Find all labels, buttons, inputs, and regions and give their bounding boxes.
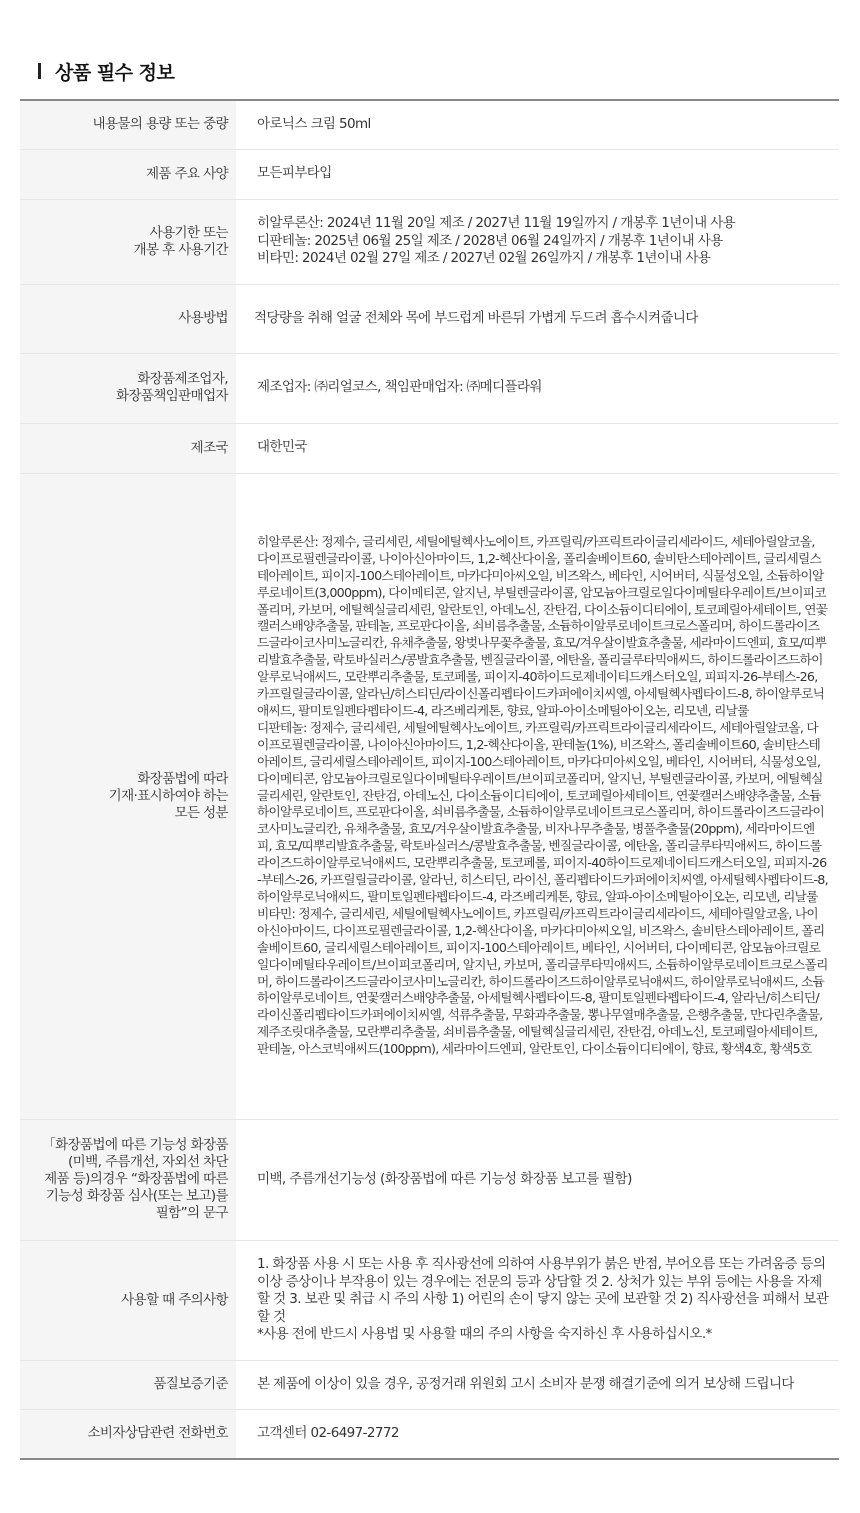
value-expiry — [236, 199, 839, 284]
row-expiry — [20, 199, 839, 284]
value-caution — [236, 1240, 839, 1360]
label-manufacturer — [20, 353, 236, 423]
label-expiry — [20, 199, 236, 284]
value-line: 고객센터 02-6497-2772 — [257, 1425, 399, 1441]
value-manufacturer — [236, 353, 839, 423]
row-spec — [20, 149, 839, 199]
label-functional — [20, 1119, 236, 1240]
row-quality — [20, 1360, 839, 1409]
value-ingredients — [236, 473, 839, 1119]
value-phone — [236, 1409, 839, 1459]
value-line: *사용 전에 반드시 사용법 및 사용할 때의 주의 사항을 숙지하신 후 사용하십시오.* — [257, 1326, 712, 1343]
value-line: 모든피부타입 — [257, 165, 332, 182]
label-line: 화장품법에 따라 기재·표시하여야 하는 모든 성분 — [108, 770, 228, 821]
value-line: 적당량을 취해 얼굴 전체와 목에 부드럽게 바른뒤 가볍게 두드려 흡수시켜줍니다 — [254, 309, 698, 326]
value-functional — [236, 1119, 839, 1240]
value-line: 아로닉스 크림 50ml — [257, 116, 371, 132]
row-ingredients — [20, 473, 839, 1119]
ingredients-hyaluronic: 히알루론산: 정제수, 글리세린, 세틸에틸헥사노에이트, 카프릴릭/카프릭트라이글리세라이드, 세테아릴알코올, 다이프로필렌글라이콜, 나이아신아마이드, 1,2-헥산다이올, 폴리솔베이트60, 솔비탄스테아레이트, 글리세릴스테아레이트, 피이지-100스테아레이트, 마카다미아씨오일, 비즈왁스, 베타인, 시어버터, 식물성오일, 소듐하이알루로네이트(3,000ppm), 다이메티콘, 알지닌, 부틸렌글라이콜, 암모늄아크릴로일다이메틸타우레이트/브이피코폴리머, 카보머, 에틸헥실글리세린, 알란토인, 아데노신, 잔탄검, 다이소듐이디티에이, 토코페릴아세테이트, 연꽃캘러스배양추출물, 판테놀, 프로판다이올, 쇠비름추출물, 소듐하이알루로네이트크로스폴리머, 하이드롤라이즈드글라이코사미노글리칸, 유채추출물, 왕벚나무꽃추출물, 효모/겨우살이발효추출물, 세라마이드엔피, 효모/띠뿌리발효추출물, 락토바실러스/콩발효추출물, 벤질글라이콜, 에탄올, 폴리글루타믹애씨드, 하이드롤라이즈드하이알루로닉애씨드, 모란뿌리추출물, 토코페롤, 피이지-40하이드로제네이티드캐스터오일, 피피지-26-부테스-26, 카프릴릴글라이콜, 알라닌/히스티딘/라이신폴리펩타이드카퍼에이치씨엘, 아세틸헥사펩타이드-8, 하이알루로닉애씨드, 팔미토일펜타펩타이드-4, 라즈베리케톤, 향료, 알파-아이소메틸아이오논, 리모넨, 리날룰 — [257, 533, 828, 719]
value-line: 디판테놀: 2025년 06월 25일 제조 / 2028년 06월 24일까지 / 개봉후 1년이내 사용 — [257, 232, 723, 249]
value-line: 대한민국 — [257, 439, 307, 456]
value-country — [236, 423, 839, 473]
row-manufacturer — [20, 353, 839, 423]
label-quality: 품질보증기준 — [20, 1360, 236, 1409]
value-line: 비타민: 2024년 02월 27일 제조 / 2027년 02월 26일까지 / 개봉후 1년이내 사용 — [257, 250, 711, 267]
label-ingredients — [20, 473, 236, 1119]
value-quality — [236, 1360, 839, 1409]
label-volume: 내용물의 용량 또는 중량 — [20, 100, 236, 149]
product-info-table — [20, 99, 839, 1460]
row-caution — [20, 1240, 839, 1360]
label-line: 「화장품법에 따른 기능성 화장품 (미백, 주름개선, 자외선 차단 제품 등)의경우 “화장품법에 따른 기능성 화장품 심사(또는 보고)를 필함”의 문구 — [42, 1137, 228, 1221]
title-marker-bar — [38, 63, 41, 79]
value-usage — [236, 284, 839, 353]
row-volume — [20, 100, 839, 149]
label-caution: 사용할 때 주의사항 — [20, 1240, 236, 1360]
row-country — [20, 423, 839, 473]
row-phone — [20, 1409, 839, 1459]
label-country: 제조국 — [20, 423, 236, 473]
value-line: 제조업자: ㈜리얼코스, 책임판매업자: ㈜메디플라워 — [257, 379, 542, 396]
value-line: 히알루론산: 2024년 11월 20일 제조 / 2027년 11월 19일까지 / 개봉후 1년이내 사용 — [257, 215, 736, 232]
ingredients-vitamin: 비타민: 정제수, 글리세린, 세틸에틸헥사노에이트, 카프릴릭/카프릭트라이글리세라이드, 세테아릴알코올, 나이아신아마이드, 다이프로필렌글라이콜, 1,2-헥산다이올, 마카다미아씨오일, 비즈왁스, 솔비탄스테아레이트, 폴리솔베이트60, 글리세릴스테아레이트, 피이지-100스테아레이트, 베타인, 시어버터, 다이메티콘, 암모늄아크릴로일다이메틸타우레이트/브이피코폴리머, 알지닌, 카보머, 폴리글루타믹애씨드, 소듐하이알루로네이트크로스폴리머, 하이드롤라이즈드글라이코사미노글리칸, 하이드롤라이즈드하이알루로닉애씨드, 하이알루로닉애씨드, 소듐하이알루로네이트, 연꽃캘러스배양추출물, 아세틸헥사펩타이드-8, 팔미토일펜타펩타이드-4, 알라닌/히스티딘/라이신폴리펩타이드카퍼에이치씨엘, 석류추출물, 무화과추출물, 뽕나무열매추출물, 은행추출물, 만다린추출물, 제주조릿대추출물, 모란뿌리추출물, 쇠비름추출물, 에틸헥실글리세린, 잔탄검, 아데노신, 토코페릴아세테이트, 판테놀, 아스코빅애씨드(100ppm), 세라마이드엔피, 알란토인, 다이소듐이디티에이, 향료, 황색4호, 황색5호 — [257, 905, 828, 1057]
value-line: 1. 화장품 사용 시 또는 사용 후 직사광선에 의하여 사용부위가 붉은 반점, 부어오름 또는 가려움증 등의 이상 증상이나 부작용이 있는 경우에는 전문의 등과 상담할 것 2. 상처가 있는 부위 등에는 사용을 자제할 것 3. 보관 및 취급 시 주의 사항 1) 어린의 손이 닿지 않는 곳에 보관할 것 2) 직사광선을 피해서 보관할 것 — [257, 1256, 829, 1325]
value-volume — [236, 100, 839, 149]
label-line: 화장품제조업자, 화장품책임판매업자 — [116, 371, 228, 404]
value-line: 본 제품에 이상이 있을 경우, 공정거래 위원회 고시 소비자 분쟁 해결기준에 의거 보상해 드립니다 — [257, 1375, 794, 1392]
ingredients-dexpanthenol: 디판테놀: 정제수, 글리세린, 세틸에틸헥사노에이트, 카프릴릭/카프릭트라이글리세라이드, 세테아릴알코올, 다이프로필렌글라이콜, 나이아신아마이드, 1,2-헥산다이올, 판테놀(1%), 비즈왁스, 폴리솔베이트60, 솔비탄스테아레이트, 글리세릴스테아레이트, 피이지-100스테아레이트, 마카다미아씨오일, 베타인, 시어버터, 식물성오일, 다이메티콘, 암모늄아크릴로일다이메틸타우레이트/브이피코폴리머, 알지닌, 부틸렌글라이콜, 카보머, 에틸헥실글리세린, 알란토인, 잔탄검, 아데노신, 다이소듐이디티에이, 토코페릴아세테이트, 연꽃캘러스배양추출물, 소듐하이알루로네이트, 프로판다이올, 쇠비름추출물, 소듐하이알루로네이트크로스폴리머, 하이드롤라이즈드글라이코사미노글리칸, 유채추출물, 효모/겨우살이발효추출물, 비자나무추출물, 병풀추출물(20ppm), 세라마이드엔피, 효모/띠뿌리발효추출물, 락토바실러스/콩발효추출물, 벤질글라이콜, 에탄올, 폴리글루타믹애씨드, 하이드롤라이즈드하이알루로닉애씨드, 모란뿌리추출물, 토코페롤, 피이지-40하이드로제네이티드캐스터오일, 피피지-26-부테스-26, 카프릴릴글라이콜, 알라닌, 히스티딘, 라이신, 폴리펩타이드카퍼에이치씨엘, 아세틸헥사펩타이드-8, 하이알루로닉애씨드, 팔미토일펜타펩타이드-4, 라즈베리케톤, 향료, 알파-아이소메틸아이오논, 리모넨, 리날룰 — [257, 719, 828, 904]
label-phone: 소비자상담관련 전화번호 — [20, 1409, 236, 1459]
label-spec: 제품 주요 사양 — [20, 149, 236, 199]
value-line: 미백, 주름개선기능성 (화장품법에 따른 기능성 화장품 보고를 필함) — [257, 1170, 632, 1187]
row-functional — [20, 1119, 839, 1240]
label-line: 사용기한 또는 개봉 후 사용기간 — [133, 224, 228, 258]
section-header — [38, 56, 174, 86]
value-spec — [236, 149, 839, 199]
row-usage — [20, 284, 839, 353]
label-usage: 사용방법 — [20, 284, 236, 353]
section-title: 상품 필수 정보 — [55, 61, 175, 84]
